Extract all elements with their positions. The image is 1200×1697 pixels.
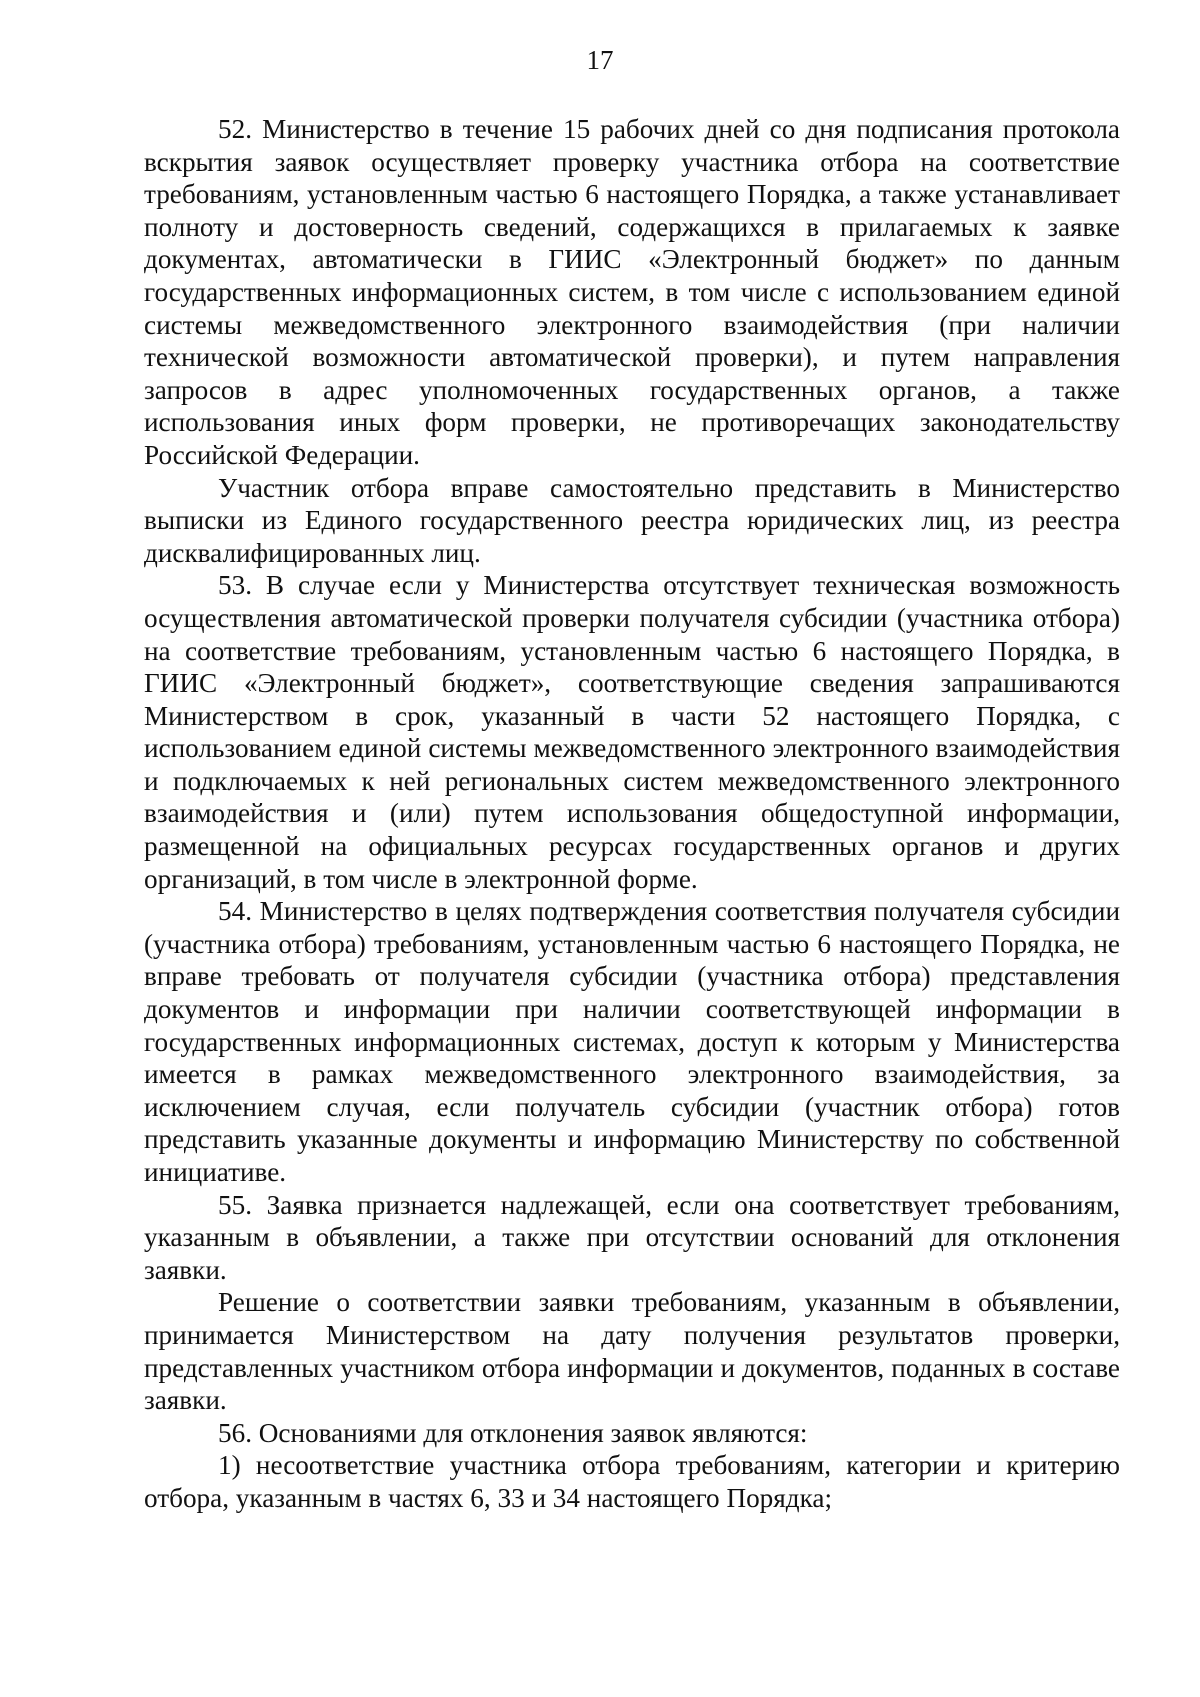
paragraph-54: 54. Министерство в целях подтверждения соответствия получателя субсидии (участника отбора) требованиям, установленным частью 6 настоящего Порядка, не вправе требовать от получателя субсидии (участника отбора) представления документов и информации при наличии соответствующей информации в государственных информационных системах, доступ к которым у Министерства имеется в рамках межведомственного электронного взаимодействия, за исключением случая, если получатель субсидии (участник отбора) готов представить указанные документы и информацию Министерству по собственной инициативе. — [144, 896, 1120, 1187]
paragraph-56: 56. Основаниями для отклонения заявок являются: — [218, 1417, 808, 1448]
paragraph-53: 53. В случае если у Министерства отсутствует техническая возможность осуществления автоматической проверки получателя субсидии (участника отбора) на соответствие требованиям, установленным частью 6 настоящего Порядка, в ГИИС «Электронный бюджет», соответствующие сведения запрашиваются Министерством в срок, указанный в части 52 настоящего Порядка, с использованием единой системы межведомственного электронного взаимодействия и подключаемых к ней региональных систем межведомственного электронного взаимодействия и (или) путем использования общедоступной информации, размещенной на официальных ресурсах государственных органов и других организаций, в том числе в электронной форме. — [144, 570, 1120, 894]
document-body — [144, 113, 1120, 1515]
paragraph-55: 55. Заявка признается надлежащей, если она соответствует требованиям, указанным в объявлении, а также при отсутствии оснований для отклонения заявки. — [144, 1189, 1120, 1285]
page-number: 17 — [586, 45, 614, 75]
paragraph-decision: Решение о соответствии заявки требованиям, указанным в объявлении, принимается Министерством на дату получения результатов проверки, представленных участником отбора информации и документов, поданных в составе заявки. — [144, 1287, 1120, 1416]
paragraph-participant-right: Участник отбора вправе самостоятельно представить в Министерство выписки из Единого государственного реестра юридических лиц, из реестра дисквалифицированных лиц. — [144, 472, 1120, 568]
paragraph-52: 52. Министерство в течение 15 рабочих дней со дня подписания протокола вскрытия заявок осуществляет проверку участника отбора на соответствие требованиям, установленным частью 6 настоящего Порядка, а также устанавливает полноту и достоверность сведений, содержащихся в прилагаемых к заявке документах, автоматически в ГИИС «Электронный бюджет» по данным государственных информационных систем, в том числе с использованием единой системы межведомственного электронного взаимодействия (при наличии технической возможности автоматической проверки), и путем направления запросов в адрес уполномоченных государственных органов, а также использования иных форм проверки, не противоречащих законодательству Российской Федерации. — [144, 114, 1120, 470]
paragraph-56-item-1: 1) несоответствие участника отбора требованиям, категории и критерию отбора, указанным в частях 6, 33 и 34 настоящего Порядка; — [144, 1450, 1120, 1513]
